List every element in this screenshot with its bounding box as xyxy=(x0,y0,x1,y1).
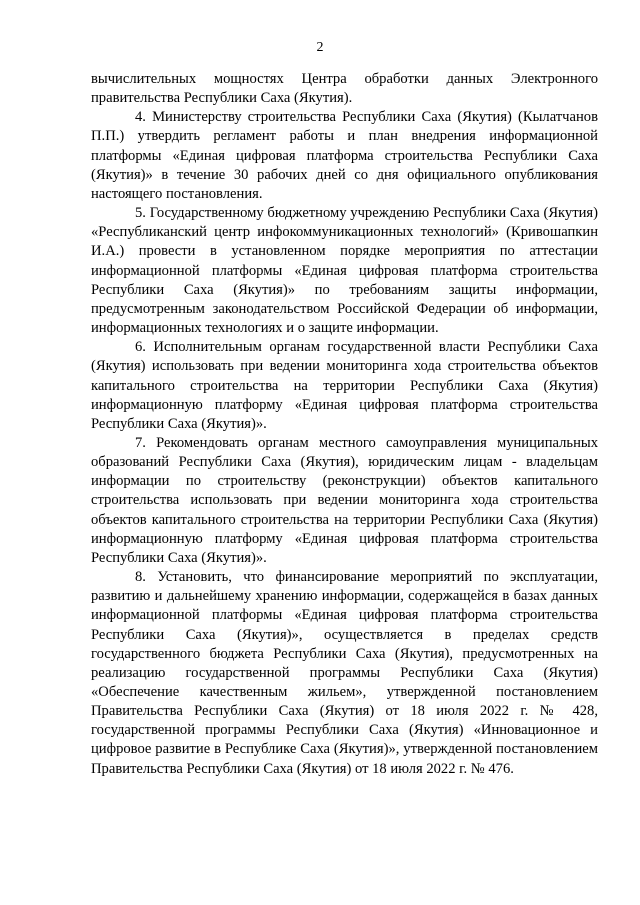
paragraph-item-4: 4. Министерству строительства Республики Саха (Якутия) (Кылатчанов П.П.) утвердить регламент работы и план внедрения информационной платформы «Единая цифровая платформа строительства Республики Саха (Якутия)» в течение 30 рабочих дней со дня официального опубликования настоящего постановления. xyxy=(91,109,598,202)
page-number: 2 xyxy=(316,40,324,55)
paragraph-item-5: 5. Государственному бюджетному учреждению Республики Саха (Якутия) «Республиканский центр инфокоммуникационных технологий» (Кривошапкин И.А.) провести в установленном порядке мероприятия по аттестации информационной платформы «Единая цифровая платформа строительства Республики Саха (Якутия)» по требованиям защиты информации, предусмотренным законодательством Российской Федерации об информации, информационных технологиях и о защите информации. xyxy=(91,205,598,337)
paragraph-continued: вычислительных мощностях Центра обработки данных Электронного правительства Республики Саха (Якутия). xyxy=(91,71,598,107)
paragraph-item-6: 6. Исполнительным органам государственной власти Республики Саха (Якутия) использовать при ведении мониторинга хода строительства объектов капитального строительства на территории Республики Саха (Якутия) информационную платформу «Единая цифровая платформа строительства Республики Саха (Якутия)». xyxy=(91,339,598,432)
document-body xyxy=(91,70,598,779)
paragraph-item-8: 8. Установить, что финансирование мероприятий по эксплуатации, развитию и дальнейшему хранению информации, содержащейся в базах данных информационной платформы «Единая цифровая платформа строительства Республики Саха (Якутия)», осуществляется в пределах средств государственного бюджета Республики Саха (Якутия), предусмотренных на реализацию государственной программы Республики Саха (Якутия) «Обеспечение качественным жильем», утвержденной постановлением Правительства Республики Саха (Якутия) от 18 июля 2022 г. № 428, государственной программы Республики Саха (Якутия) «Инновационное и цифровое развитие в Республике Саха (Якутия)», утвержденной постановлением Правительства Республики Саха (Якутия) от 18 июля 2022 г. № 476. xyxy=(91,569,598,777)
paragraph-item-7: 7. Рекомендовать органам местного самоуправления муниципальных образований Республики Саха (Якутия), юридическим лицам - владельцам информации по строительству (реконструкции) объектов капитального строительства использовать при ведении мониторинга хода строительства объектов капитального строительства на территории Республики Саха (Якутия) информационную платформу «Единая цифровая платформа строительства Республики Саха (Якутия)». xyxy=(91,434,598,566)
